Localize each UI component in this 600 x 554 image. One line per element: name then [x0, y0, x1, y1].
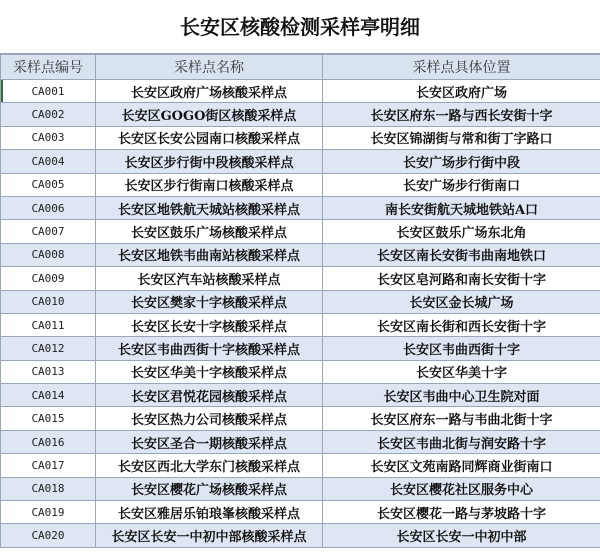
cell-code[interactable]: CA001 — [1, 80, 96, 103]
cell-code[interactable]: CA005 — [1, 173, 96, 196]
cell-code[interactable]: CA010 — [1, 290, 96, 313]
cell-name[interactable]: 长安区步行街南口核酸采样点 — [96, 173, 323, 196]
cell-name[interactable]: 长安区华美十字核酸采样点 — [96, 360, 323, 383]
sampling-table — [0, 54, 600, 548]
cell-code[interactable]: CA014 — [1, 384, 96, 407]
cell-code[interactable]: CA009 — [1, 267, 96, 290]
table-row — [1, 430, 600, 453]
table-row — [1, 243, 600, 266]
table-row — [1, 220, 600, 243]
table-row — [1, 407, 600, 430]
cell-name[interactable]: 长安区长安一中初中部核酸采样点 — [96, 524, 323, 547]
table-row — [1, 150, 600, 173]
cell-code[interactable]: CA019 — [1, 501, 96, 524]
header-location[interactable]: 采样点具体位置 — [323, 55, 600, 80]
table-row — [1, 477, 600, 500]
cell-location[interactable]: 长安区韦曲中心卫生院对面 — [323, 384, 600, 407]
cell-code[interactable]: CA003 — [1, 126, 96, 149]
cell-name[interactable]: 长安区西北大学东门核酸采样点 — [96, 454, 323, 477]
cell-location[interactable]: 长安区樱花一路与茅坡路十字 — [323, 501, 600, 524]
cell-location[interactable]: 长安区南长街和西长安街十字 — [323, 313, 600, 336]
cell-name[interactable]: 长安区韦曲西街十字核酸采样点 — [96, 337, 323, 360]
cell-name[interactable]: 长安区鼓乐广场核酸采样点 — [96, 220, 323, 243]
cell-code[interactable]: CA018 — [1, 477, 96, 500]
cell-location[interactable]: 长安区金长城广场 — [323, 290, 600, 313]
cell-code[interactable]: CA004 — [1, 150, 96, 173]
cell-location[interactable]: 长安区韦曲北街与润安路十字 — [323, 430, 600, 453]
table-row — [1, 524, 600, 547]
cell-location[interactable]: 长安区华美十字 — [323, 360, 600, 383]
cell-name[interactable]: 长安区樊家十字核酸采样点 — [96, 290, 323, 313]
cell-name[interactable]: 长安区长安公园南口核酸采样点 — [96, 126, 323, 149]
cell-code[interactable]: CA016 — [1, 430, 96, 453]
table-row — [1, 196, 600, 219]
cell-location[interactable]: 长安区长安一中初中部 — [323, 524, 600, 547]
cell-code[interactable]: CA012 — [1, 337, 96, 360]
table-row — [1, 360, 600, 383]
cell-code[interactable]: CA002 — [1, 103, 96, 126]
cell-location[interactable]: 长安区政府广场 — [323, 80, 600, 103]
cell-code[interactable]: CA017 — [1, 454, 96, 477]
table-row — [1, 126, 600, 149]
table-body — [1, 80, 600, 548]
table-row — [1, 290, 600, 313]
cell-code[interactable]: CA013 — [1, 360, 96, 383]
cell-name[interactable]: 长安区圣合一期核酸采样点 — [96, 430, 323, 453]
cell-location[interactable]: 长安区鼓乐广场东北角 — [323, 220, 600, 243]
table-row — [1, 103, 600, 126]
cell-code[interactable]: CA007 — [1, 220, 96, 243]
cell-code[interactable]: CA011 — [1, 313, 96, 336]
header-name[interactable]: 采样点名称 — [96, 55, 323, 80]
cell-location[interactable]: 南长安街航天城地铁站A口 — [323, 196, 600, 219]
table-row — [1, 384, 600, 407]
cell-code[interactable]: CA015 — [1, 407, 96, 430]
table-row — [1, 173, 600, 196]
header-code[interactable]: 采样点编号 — [1, 55, 96, 80]
table-row — [1, 454, 600, 477]
cell-location[interactable]: 长安区府东一路与韦曲北街十字 — [323, 407, 600, 430]
cell-name[interactable]: 长安区GOGO街区核酸采样点 — [96, 103, 323, 126]
table-row — [1, 313, 600, 336]
cell-name[interactable]: 长安区雅居乐铂琅峯核酸采样点 — [96, 501, 323, 524]
cell-name[interactable]: 长安区地铁韦曲南站核酸采样点 — [96, 243, 323, 266]
table-row — [1, 267, 600, 290]
cell-name[interactable]: 长安区政府广场核酸采样点 — [96, 80, 323, 103]
cell-location[interactable]: 长安区皂河路和南长安街十字 — [323, 267, 600, 290]
cell-name[interactable]: 长安区步行街中段核酸采样点 — [96, 150, 323, 173]
header-row — [1, 55, 600, 80]
cell-name[interactable]: 长安区汽车站核酸采样点 — [96, 267, 323, 290]
table-row — [1, 337, 600, 360]
cell-location[interactable]: 长安区府东一路与西长安街十字 — [323, 103, 600, 126]
cell-code[interactable]: CA006 — [1, 196, 96, 219]
cell-location[interactable]: 长安区樱花社区服务中心 — [323, 477, 600, 500]
cell-location[interactable]: 长安区南长安街韦曲南地铁口 — [323, 243, 600, 266]
cell-name[interactable]: 长安区热力公司核酸采样点 — [96, 407, 323, 430]
cell-location[interactable]: 长安广场步行街南口 — [323, 173, 600, 196]
cell-name[interactable]: 长安区君悦花园核酸采样点 — [96, 384, 323, 407]
cell-code[interactable]: CA020 — [1, 524, 96, 547]
cell-name[interactable]: 长安区樱花广场核酸采样点 — [96, 477, 323, 500]
cell-code[interactable]: CA008 — [1, 243, 96, 266]
cell-location[interactable]: 长安区文苑南路同辉商业街南口 — [323, 454, 600, 477]
table-row — [1, 80, 600, 103]
sheet-title: 长安区核酸检测采样亭明细 — [0, 0, 600, 54]
table-row — [1, 501, 600, 524]
cell-location[interactable]: 长安广场步行街中段 — [323, 150, 600, 173]
cell-location[interactable]: 长安区锦湖街与常和街丁字路口 — [323, 126, 600, 149]
cell-name[interactable]: 长安区长安十字核酸采样点 — [96, 313, 323, 336]
cell-name[interactable]: 长安区地铁航天城站核酸采样点 — [96, 196, 323, 219]
cell-location[interactable]: 长安区韦曲西街十字 — [323, 337, 600, 360]
